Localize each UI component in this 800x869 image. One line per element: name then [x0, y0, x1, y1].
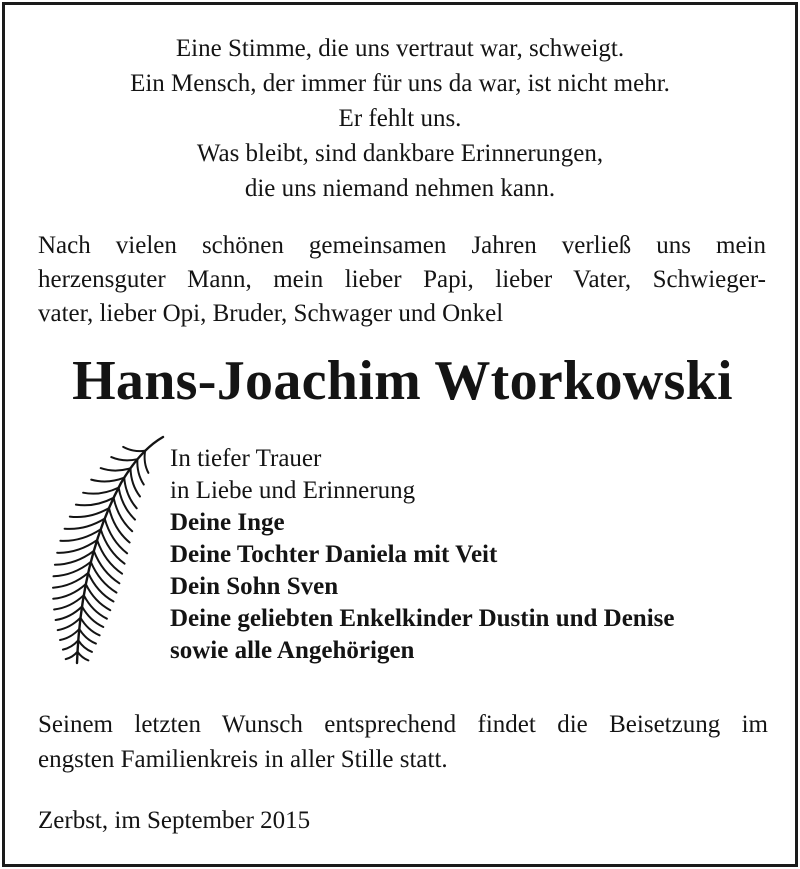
poem-line: Eine Stimme, die uns vertraut war, schweigt.: [175, 35, 625, 62]
mourner-name: sowie alle Angehörigen: [170, 637, 415, 664]
obituary-notice: [2, 2, 798, 867]
poem-line: die uns niemand nehmen kann.: [244, 175, 556, 202]
poem-line: Er fehlt uns.: [338, 105, 462, 132]
mourning-line: in Liebe und Erinnerung: [170, 477, 416, 504]
intro-line: Nach vielen schönen gemeinsamen Jahren verließ uns mein: [38, 232, 766, 259]
poem: [5, 31, 795, 206]
mourner-name: Deine Inge: [170, 509, 285, 536]
mourner-name: Dein Sohn Sven: [170, 573, 339, 600]
closing-line: engsten Familienkreis in aller Stille statt.: [38, 746, 448, 773]
intro-text: [38, 229, 766, 331]
palm-frond-icon: [43, 433, 167, 665]
mourners-block: [170, 443, 770, 667]
poem-line: Was bleibt, sind dankbare Erinnerungen,: [196, 140, 604, 167]
intro-line: herzensguter Mann, mein lieber Papi, lieber Vater, Schwieger-: [38, 266, 766, 293]
intro-line: vater, lieber Opi, Bruder, Schwager und Onkel: [38, 300, 504, 327]
closing-text: [38, 707, 768, 777]
closing-line: Seinem letzten Wunsch entsprechend findet die Beisetzung im: [38, 711, 768, 738]
poem-line: Ein Mensch, der immer für uns da war, ist nicht mehr.: [130, 70, 670, 97]
place-date: Zerbst, im September 2015: [38, 807, 311, 834]
deceased-name: Hans-Joachim Wtorkowski: [72, 350, 733, 412]
mourner-name: Deine geliebten Enkelkinder Dustin und Denise: [170, 605, 675, 632]
mourning-line: In tiefer Trauer: [170, 445, 322, 472]
mourner-name: Deine Tochter Daniela mit Veit: [170, 541, 498, 568]
